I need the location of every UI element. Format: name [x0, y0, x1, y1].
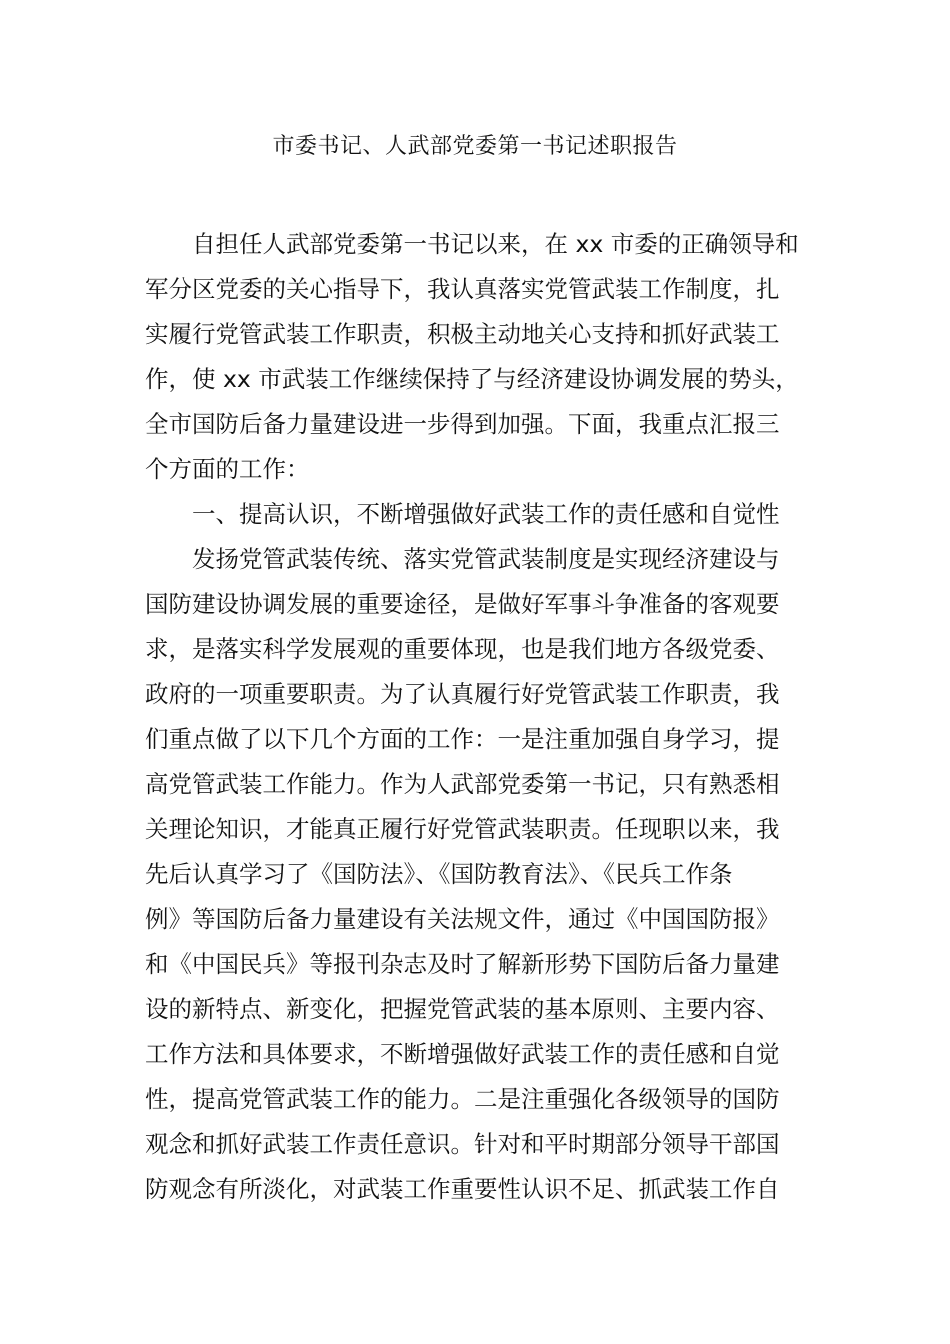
paragraph-line: 作，使 xx 市武装工作继续保持了与经济建设协调发展的势头， [145, 365, 799, 393]
paragraph-line: 国防建设协调发展的重要途径，是做好军事斗争准备的客观要 [145, 590, 780, 618]
paragraph-line: 先后认真学习了《国防法》、《国防教育法》、《民兵工作条 [145, 860, 733, 888]
document-body [145, 222, 809, 1212]
paragraph-line: 们重点做了以下几个方面的工作：一是注重加强自身学习，提 [145, 725, 780, 753]
paragraph-line: 政府的一项重要职责。为了认真履行好党管武装工作职责，我 [145, 680, 780, 708]
paragraph-line: 设的新特点、新变化，把握党管武装的基本原则、主要内容、 [145, 995, 780, 1023]
document-title: 市委书记、人武部党委第一书记述职报告 [272, 134, 678, 159]
paragraph-line: 实履行党管武装工作职责，积极主动地关心支持和抓好武装工 [145, 320, 780, 348]
paragraph-line: 军分区党委的关心指导下，我认真落实党管武装工作制度，扎 [145, 275, 780, 303]
paragraph-line: 防观念有所淡化，对武装工作重要性认识不足、抓武装工作自 [145, 1175, 780, 1203]
paragraph-line: 例》等国防后备力量建设有关法规文件，通过《中国国防报》 [145, 905, 780, 933]
paragraph-line: 高党管武装工作能力。作为人武部党委第一书记，只有熟悉相 [145, 770, 780, 798]
paragraph-line: 发扬党管武装传统、落实党管武装制度是实现经济建设与 [192, 545, 780, 573]
paragraph-line: 自担任人武部党委第一书记以来，在 xx 市委的正确领导和 [192, 230, 799, 258]
paragraph-line: 性，提高党管武装工作的能力。二是注重强化各级领导的国防 [145, 1085, 780, 1113]
paragraph-line: 观念和抓好武装工作责任意识。针对和平时期部分领导干部国 [145, 1130, 780, 1158]
paragraph-line: 和《中国民兵》等报刊杂志及时了解新形势下国防后备力量建 [145, 950, 780, 978]
paragraph-line: 工作方法和具体要求，不断增强做好武装工作的责任感和自觉 [145, 1040, 780, 1068]
paragraph-line: 个方面的工作： [145, 455, 310, 483]
paragraph-line: 全市国防后备力量建设进一步得到加强。下面，我重点汇报三 [145, 410, 780, 438]
section-heading: 一、提高认识，不断增强做好武装工作的责任感和自觉性 [192, 500, 780, 528]
paragraph-line: 关理论知识，才能真正履行好党管武装职责。任现职以来，我 [145, 815, 780, 843]
paragraph-line: 求，是落实科学发展观的重要体现，也是我们地方各级党委、 [145, 635, 780, 663]
